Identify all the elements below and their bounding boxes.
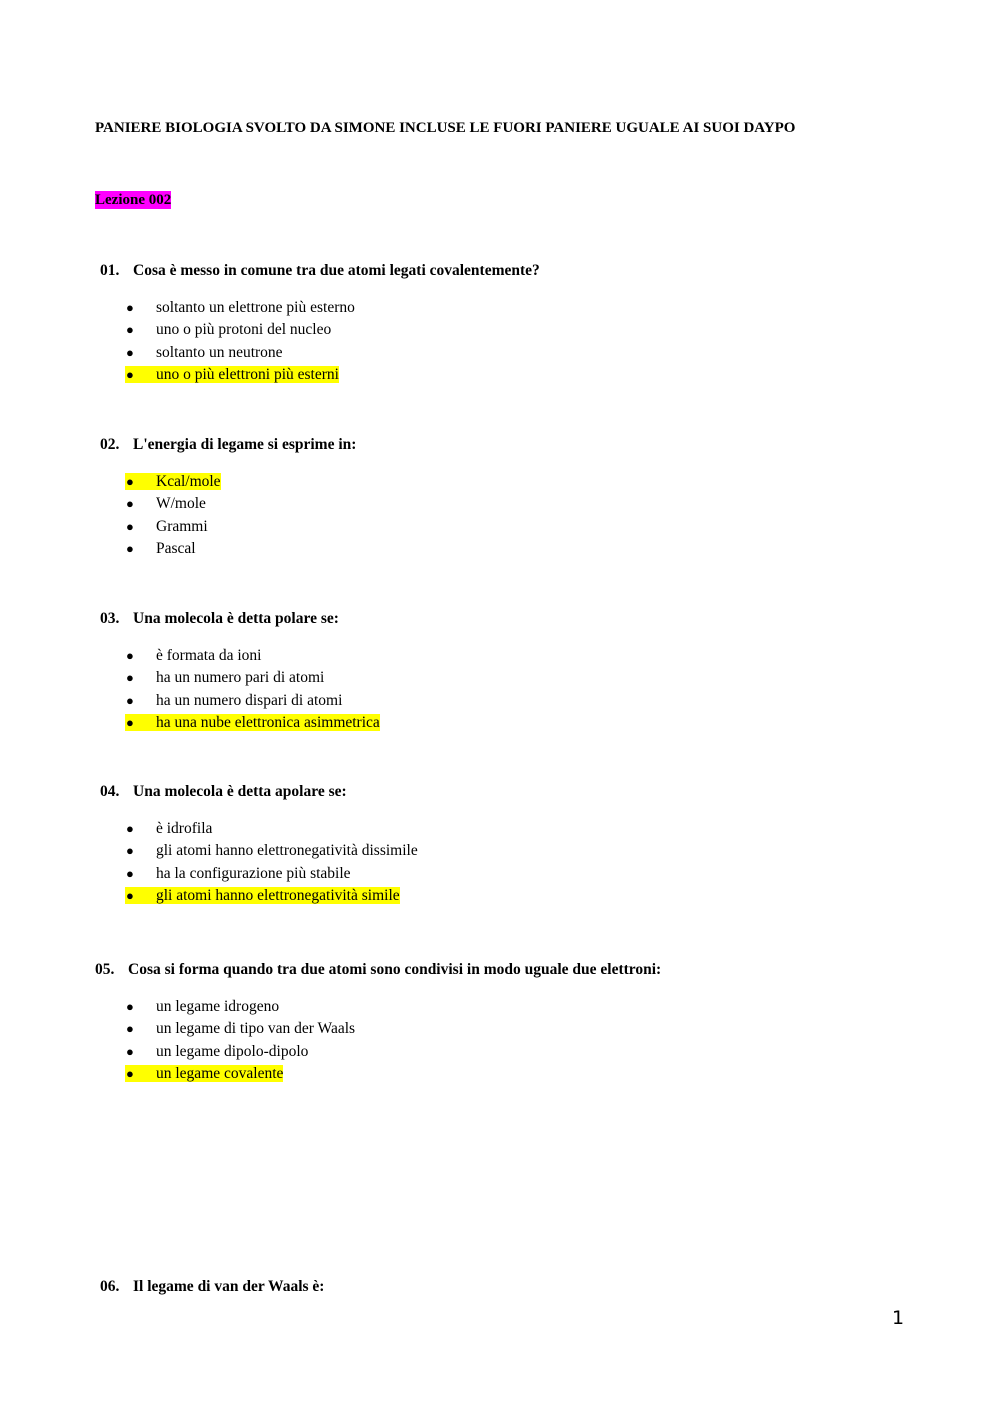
bullet-icon: ● <box>126 999 134 1014</box>
answer-content <box>125 865 351 882</box>
question-number: 06. <box>100 1278 120 1295</box>
question-number: 03. <box>100 610 120 627</box>
answer-text: un legame idrogeno <box>156 998 280 1015</box>
answer-option <box>125 690 380 712</box>
question-text: Cosa è messo in comune tra due atomi legati covalentemente? <box>133 262 540 279</box>
bullet-icon: ● <box>126 540 134 556</box>
correct-answer-highlight <box>125 473 221 490</box>
bullet-icon: ● <box>126 1021 134 1037</box>
answer-text: ha un numero pari di atomi <box>156 669 325 687</box>
answer-list <box>125 645 380 734</box>
answer-option-correct <box>125 1063 355 1085</box>
bullet-icon: ● <box>126 474 134 489</box>
answer-option <box>125 840 418 862</box>
answer-list <box>125 297 355 386</box>
bullet-icon: ● <box>126 843 134 859</box>
answer-content <box>125 692 342 709</box>
question-number: 05. <box>95 961 115 978</box>
answer-option <box>125 297 355 319</box>
answer-content <box>125 495 206 512</box>
correct-answer-highlight <box>125 1065 283 1082</box>
bullet-icon: ● <box>126 692 134 708</box>
answer-content <box>125 820 212 837</box>
answer-option <box>125 863 418 885</box>
question-heading <box>100 1278 324 1296</box>
answer-text: ha un numero dispari di atomi <box>156 691 343 709</box>
bullet-icon: ● <box>126 670 134 686</box>
answer-list <box>125 996 355 1085</box>
answer-content <box>125 998 279 1015</box>
bullet-icon: ● <box>126 1065 134 1081</box>
answer-option-correct <box>125 364 355 386</box>
answer-list <box>125 818 418 907</box>
answer-content <box>125 842 418 859</box>
answer-text: un legame di tipo van der Waals <box>156 1020 356 1038</box>
question-text: L'energia di legame si esprime in: <box>133 436 357 453</box>
answer-option-correct <box>125 712 380 734</box>
answer-content <box>125 299 355 316</box>
bullet-icon: ● <box>126 322 134 338</box>
answer-text: un legame covalente <box>156 1064 284 1082</box>
answer-option <box>125 645 380 667</box>
answer-text: uno o più protoni del nucleo <box>156 321 332 339</box>
correct-answer-highlight <box>125 887 400 904</box>
answer-text: Pascal <box>156 539 196 557</box>
answer-text: gli atomi hanno elettronegatività simile <box>156 886 400 904</box>
page-number: 1 <box>892 1307 905 1329</box>
correct-answer-highlight <box>125 366 339 383</box>
answer-option <box>125 667 380 689</box>
answer-content <box>125 321 331 338</box>
question-text: Una molecola è detta apolare se: <box>133 783 347 800</box>
answer-text: uno o più elettroni più esterni <box>156 365 339 383</box>
question-heading <box>100 262 540 280</box>
bullet-icon: ● <box>126 344 134 360</box>
question-number: 02. <box>100 436 120 453</box>
question-number: 01. <box>100 262 120 279</box>
bullet-icon: ● <box>126 821 134 836</box>
answer-text: ha la configurazione più stabile <box>156 864 351 882</box>
bullet-icon: ● <box>126 865 134 881</box>
answer-text: un legame dipolo-dipolo <box>156 1042 309 1060</box>
document-title: PANIERE BIOLOGIA SVOLTO DA SIMONE INCLUSE LE FUORI PANIERE UGUALE AI SUOI DAYPO <box>95 120 796 136</box>
answer-text: gli atomi hanno elettronegatività dissimile <box>156 842 418 860</box>
bullet-icon: ● <box>126 300 134 315</box>
answer-text: W/mole <box>156 495 206 513</box>
question-number: 04. <box>100 783 120 800</box>
question-heading <box>100 436 356 454</box>
answer-text: Kcal/mole <box>156 473 221 490</box>
bullet-icon: ● <box>126 366 134 382</box>
lesson-label: Lezione 002 <box>95 192 172 208</box>
bullet-icon: ● <box>126 714 134 730</box>
bullet-icon: ● <box>126 887 134 903</box>
answer-content <box>125 669 324 686</box>
answer-text: soltanto un neutrone <box>156 343 283 361</box>
answer-content <box>125 344 283 361</box>
question-heading <box>95 961 661 979</box>
question-heading <box>100 783 347 801</box>
answer-option <box>125 538 221 560</box>
answer-option <box>125 342 355 364</box>
correct-answer-highlight <box>125 714 380 731</box>
answer-text: Grammi <box>156 517 208 535</box>
answer-option-correct <box>125 885 418 907</box>
question-text: Una molecola è detta polare se: <box>133 610 339 627</box>
answer-content <box>125 1043 308 1060</box>
question-heading <box>100 610 339 628</box>
answer-option <box>125 1018 355 1040</box>
bullet-icon: ● <box>126 496 134 512</box>
bullet-icon: ● <box>126 1043 134 1059</box>
answer-option <box>125 818 418 840</box>
answer-text: è formata da ioni <box>156 647 262 664</box>
answer-content <box>125 1020 355 1037</box>
answer-option <box>125 996 355 1018</box>
answer-option <box>125 319 355 341</box>
answer-option <box>125 1041 355 1063</box>
question-text: Il legame di van der Waals è: <box>133 1278 325 1295</box>
bullet-icon: ● <box>126 518 134 534</box>
answer-content <box>125 647 261 664</box>
answer-text: è idrofila <box>156 820 213 837</box>
answer-content <box>125 518 208 535</box>
answer-list <box>125 471 221 560</box>
answer-option <box>125 516 221 538</box>
question-text: Cosa si forma quando tra due atomi sono condivisi in modo uguale due elettroni: <box>128 961 662 978</box>
answer-content <box>125 540 196 557</box>
answer-option-correct <box>125 471 221 493</box>
answer-text: soltanto un elettrone più esterno <box>156 299 355 316</box>
bullet-icon: ● <box>126 648 134 663</box>
answer-option <box>125 493 221 515</box>
answer-text: ha una nube elettronica asimmetrica <box>156 713 380 731</box>
